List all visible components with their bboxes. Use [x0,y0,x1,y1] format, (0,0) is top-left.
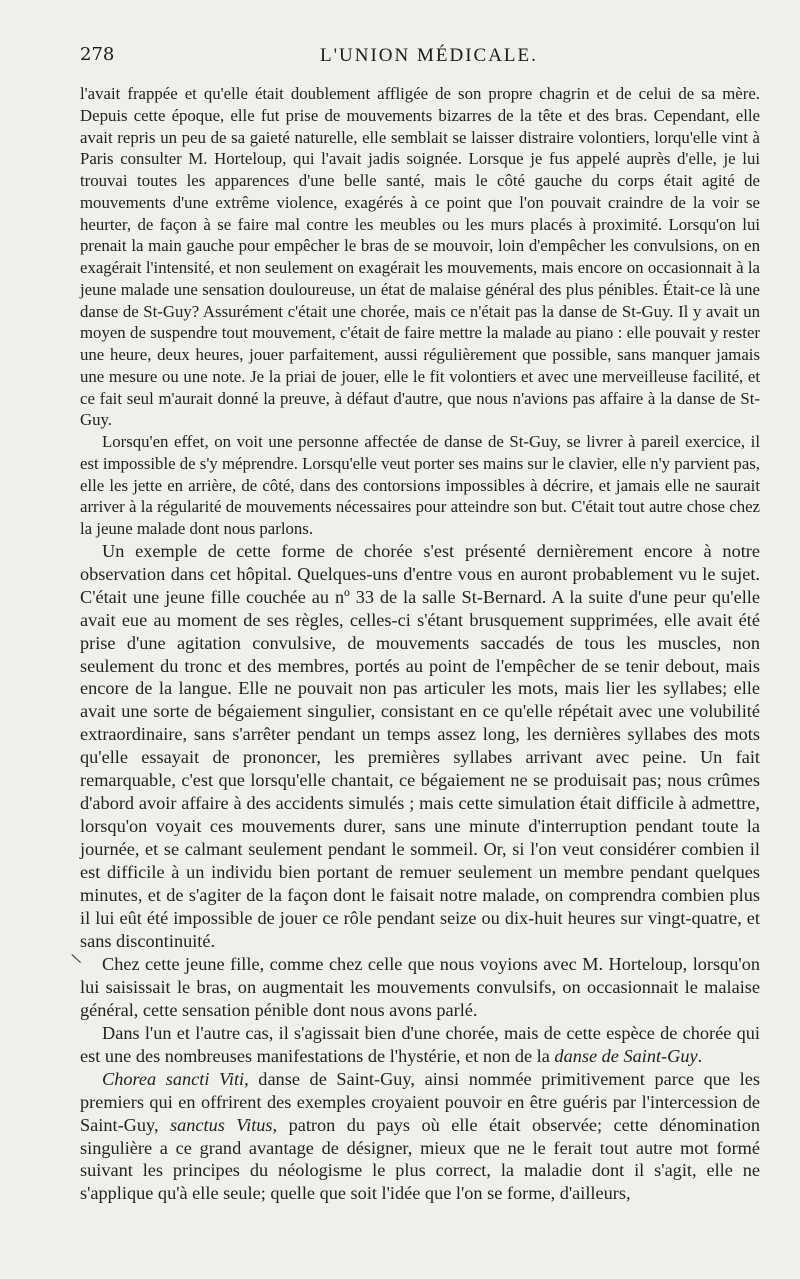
paragraph-5-end: . [697,1045,703,1066]
paragraph-6 [80,1068,760,1206]
margin-mark: \ [70,950,83,968]
running-title: L'UNION MÉDICALE. [320,45,538,66]
paragraph-4: Chez cette jeune fille, comme chez celle que nous voyions avec M. Horteloup, lorsqu'on lui saisissait le bras, on augmentait les mouvements convulsifs, on occasionnait le malaise général, cette sensation pénible dont nous avons parlé. [80,953,760,1020]
paragraph-6-text: danse de Saint-Guy, ainsi nommée primitivement parce que les premiers qui en offrirent des exemples croyaient pouvoir en être guéris par l'intercession de Saint-Guy, [80,1068,760,1135]
paragraph-6-italic-lead: Chorea sancti Viti, [102,1068,249,1089]
page-number: 278 [80,44,115,65]
paragraph-3: Un exemple de cette forme de chorée s'est présenté dernièrement encore à notre observation dans cet hôpital. Quelques-uns d'entre vous en auront probablement vu le sujet. C'était une jeune fille couchée au nº 33 de la salle St-Bernard. A la suite d'une peur qu'elle avait eue au moment de ses règles, celles-ci s'étant brusquement supprimées, elle avait été prise d'une agitation convulsive, de mouvements saccadés de tous les muscles, non seulement du tronc et des membres, portés au point de l'empêcher de se tenir debout, mais encore de la langue. Elle ne pouvait non pas articuler les mots, mais lier les syllabes; elle avait une sorte de bégaiement singulier, consistant en ce qu'elle répétait avec une volubilité extraordinaire, sans s'arrêter pendant un temps assez long, les dernières syllabes des mots qu'elle essayait de prononcer, les premières syllabes arrivant avec peine. Un fait remarquable, c'est que lorsqu'elle chantait, ce bégaiement ne se produisait pas; nous crûmes d'abord avoir affaire à des accidents simulés ; mais cette simulation était difficile à admettre, lorsqu'on voyait ces mouvements durer, sans une minute d'interruption pendant toute la journée, et se calmant seulement pendant le sommeil. Or, si l'on veut considérer combien il est difficile à un individu bien portant de remuer seulement un membre pendant quelques minutes, et de s'agiter de la façon dont le faisait notre malade, on comprendra combien plus il lui eût été impossible de jouer ce rôle pendant seize ou dix-huit heures sur vingt-quatre, et sans discontinuité. [80,540,760,951]
paragraph-5 [80,1022,760,1068]
paragraph-6-end: , patron du pays où elle était observée; cette dénomination singulière a ce grand avantage de désigner, mieux que ne le ferait tout autre mot formé suivant les principes du néologisme le plus correct, la maladie dont il s'agit, elle ne s'applique qu'à elle seule; quelle que soit l'idée que l'on se forme, d'ailleurs, [80,1114,761,1204]
paragraph-5-text: Dans l'un et l'autre cas, il s'agissait bien d'une chorée, mais de cette espèce de chorée qui est une des nombreuses manifestations de l'hystérie, et non de la [80,1022,760,1066]
paragraph-1: l'avait frappée et qu'elle était doublement affligée de son propre chagrin et de celui de sa mère. Depuis cette époque, elle fut prise de mouvements bizarres de la tête et des bras. Cependant, elle avait repris un peu de sa gaieté naturelle, elle semblait se laisser distraire volontiers, lorqu'elle vint à Paris consulter M. Horteloup, qui l'avait jadis soignée. Lorsque je fus appelé auprès d'elle, je lui trouvai toutes les apparences d'une belle santé, mais le côté gauche du corps était agité de mouvements d'une extrême violence, exagérés à ce point que l'on pouvait craindre de la voir se heurter, de façon à se faire mal contre les meubles ou les murs placés à proximité. Lorsqu'on lui prenait la main gauche pour empêcher le bras de se mouvoir, loin d'empêcher les convulsions, on en exagérait l'intensité, et non seulement on exagérait les mouvements, mais encore on occasionnait à la jeune malade une sensation douloureuse, un état de malaise général des plus pénibles. Était-ce là une danse de St-Guy? Assurément c'était une chorée, mais ce n'était pas la danse de St-Guy. Il y avait un moyen de suspendre tout mouvement, c'était de faire mettre la malade au piano : elle pouvait y rester une heure, deux heures, jouer parfaitement, aussi régulièrement que possible, sans manquer jamais une mesure ou une note. Je la priai de jouer, elle le fit volontiers et avec une merveilleuse facilité, et ce fait seul m'aurait donné la preuve, à défaut d'autre, que nous n'avions pas affaire à la danse de St-Guy. [80,84,760,430]
paragraph-6-italic-middle: sanctus Vitus [170,1114,273,1135]
article-body [80,83,760,1205]
paragraph-2: Lorsqu'en effet, on voit une personne affectée de danse de St-Guy, se livrer à pareil exercice, il est impossible de s'y méprendre. Lorsqu'elle veut porter ses mains sur le clavier, elle n'y parvient pas, elle les jette en arrière, de côté, dans des contorsions impossibles à décrire, et jamais elle ne saurait arriver à la régularité de mouvements nécessaires pour atteindre son but. C'était tout autre chose chez la jeune malade dont nous parlons. [80,432,760,538]
paragraph-5-italic: danse de Saint-Guy [554,1045,698,1066]
